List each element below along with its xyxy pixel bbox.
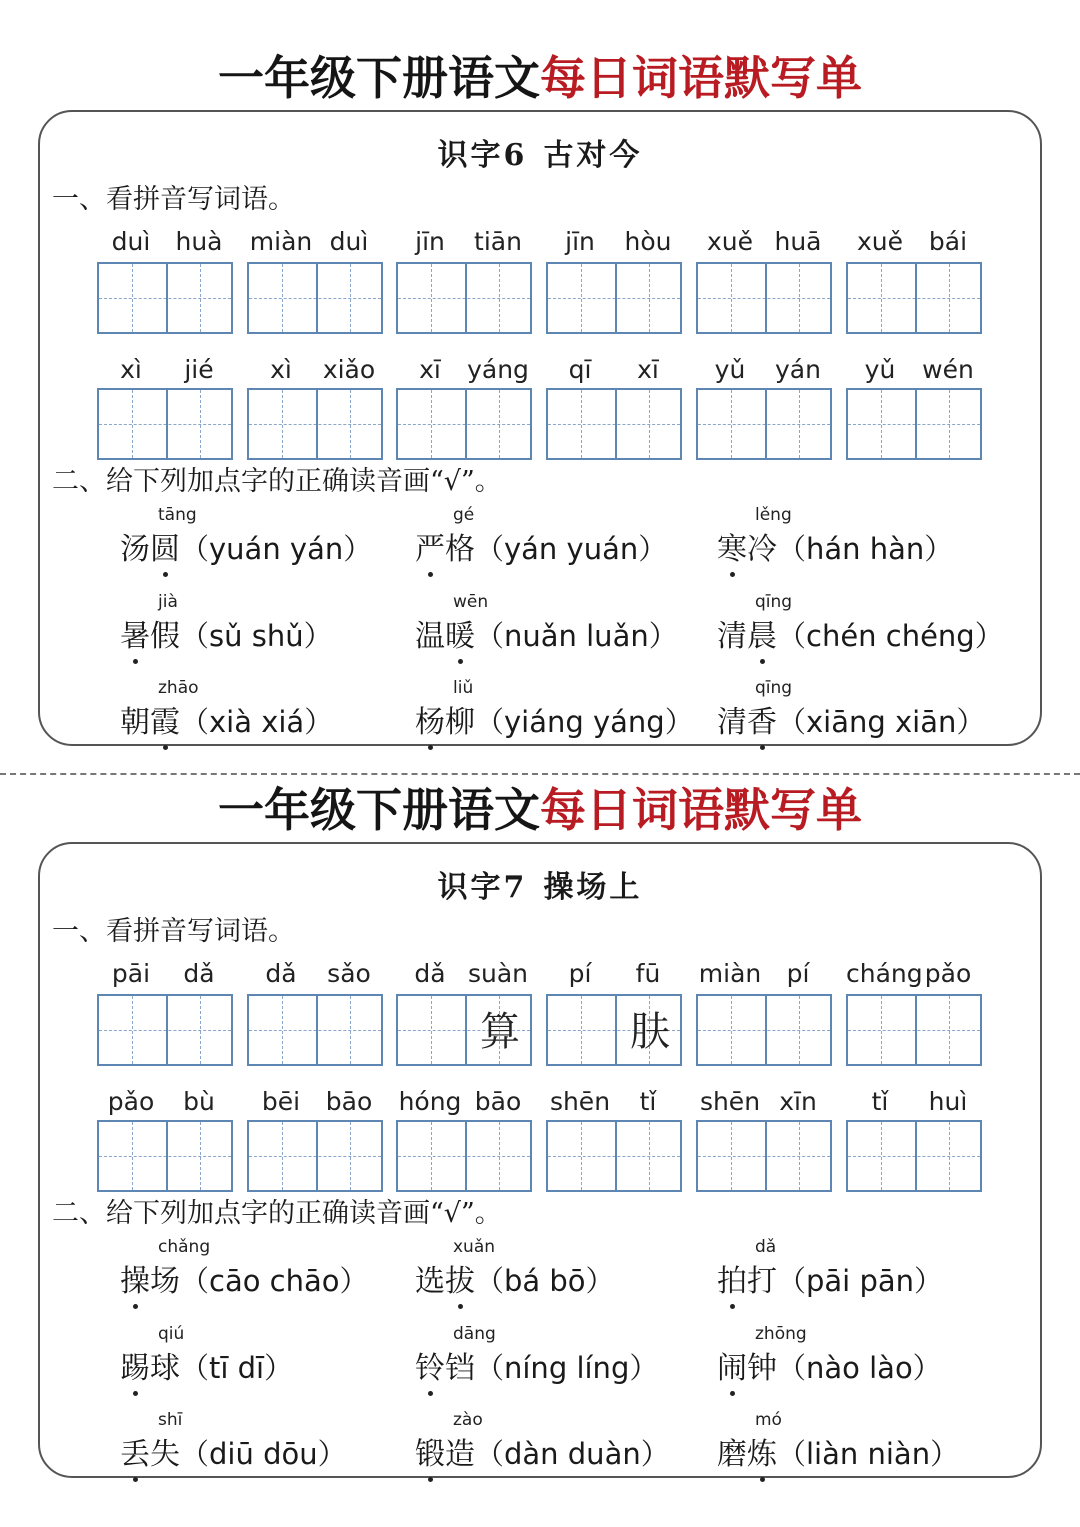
word-character: 踢	[120, 1347, 150, 1391]
pinyin-syllable: miàn	[698, 959, 762, 988]
written-character	[766, 390, 834, 462]
reading-choice-item	[120, 1410, 420, 1490]
worksheet-1	[0, 0, 1080, 763]
written-character	[698, 996, 766, 1068]
written-character	[99, 264, 167, 336]
pinyin-syllable: hóng	[398, 1087, 462, 1116]
reading-options[interactable]: （tī dī）	[180, 1351, 294, 1385]
pinyin-syllable: duì	[111, 227, 151, 256]
pinyin-hint: wēn	[453, 592, 489, 612]
reading-options[interactable]: （bá bō）	[475, 1264, 615, 1298]
choice-line	[120, 1346, 293, 1391]
word-character: 拔	[445, 1260, 475, 1304]
pinyin-syllable: cháng	[846, 959, 923, 988]
word-character: 失	[150, 1437, 180, 1472]
word-character: 朝	[120, 705, 150, 740]
pinyin-pair	[396, 954, 532, 994]
tianzige-writing-box[interactable]	[396, 1120, 532, 1192]
written-character	[848, 264, 916, 336]
written-character	[548, 390, 616, 462]
reading-options[interactable]: （yán yuán）	[475, 532, 668, 566]
pinyin-pair	[396, 222, 532, 262]
word-character: 圆	[150, 528, 180, 572]
tianzige-writing-box[interactable]	[696, 262, 832, 334]
written-character	[698, 1122, 766, 1194]
pinyin-syllable: xì	[270, 355, 292, 384]
written-character	[249, 1122, 317, 1194]
tianzige-writing-box[interactable]	[846, 262, 982, 334]
word-character: 格	[445, 532, 475, 567]
title-red-part: 每日词语默写单	[540, 51, 862, 105]
pinyin-pair	[247, 222, 383, 262]
pinyin-syllable: shēn	[699, 1087, 761, 1116]
reading-options[interactable]: （yuán yán）	[180, 532, 373, 566]
tianzige-writing-box[interactable]	[97, 262, 233, 334]
pinyin-hint: qīng	[755, 678, 793, 698]
pinyin-hint: zào	[453, 1410, 483, 1430]
reading-options[interactable]: （hán hàn）	[777, 532, 954, 566]
pinyin-syllable: jīn	[415, 227, 445, 256]
lesson-label: 识字6	[437, 138, 528, 173]
word-character: 场	[150, 1264, 180, 1299]
section-write-words: 一、看拼音写词语。	[52, 916, 295, 947]
pinyin-hint: liǔ	[453, 678, 474, 698]
pinyin-syllable: fū	[635, 959, 661, 988]
written-character	[317, 390, 385, 462]
reading-choice-item	[415, 505, 715, 585]
pinyin-hint: qīng	[755, 592, 793, 612]
pinyin-syllable: yán	[775, 355, 821, 384]
pinyin-syllable: jié	[184, 355, 214, 384]
reading-options[interactable]: （pāi pān）	[777, 1264, 944, 1298]
pinyin-syllable: jīn	[565, 227, 595, 256]
word-character: 闹	[717, 1347, 747, 1391]
pinyin-pair	[97, 350, 233, 390]
written-character	[398, 1122, 466, 1194]
choice-line	[717, 527, 953, 572]
reading-options[interactable]: （xià xiá）	[180, 705, 334, 739]
pinyin-syllable: bái	[928, 227, 968, 256]
written-character	[167, 390, 235, 462]
word-character: 铛	[445, 1351, 475, 1386]
pinyin-syllable: huā	[774, 227, 822, 256]
written-character	[466, 390, 534, 462]
pinyin-row	[0, 350, 1080, 390]
word-character: 清	[717, 705, 747, 740]
word-character: 炼	[747, 1433, 777, 1477]
choice-line	[415, 527, 667, 572]
choice-line	[120, 614, 333, 659]
section-choose-reading: 二、给下列加点字的正确读音画“√”。	[52, 1198, 502, 1229]
reading-options[interactable]: （dàn duàn）	[475, 1437, 670, 1471]
pinyin-pair	[396, 350, 532, 390]
pinyin-syllable: pǎo	[107, 1087, 155, 1116]
writing-grid-row	[0, 1120, 1080, 1192]
word-character: 柳	[445, 705, 475, 740]
tianzige-writing-box[interactable]	[97, 388, 233, 460]
written-character	[398, 264, 466, 336]
title-black-part: 一年级下册语文	[218, 783, 540, 837]
reading-options[interactable]: （níng líng）	[475, 1351, 659, 1385]
reading-options[interactable]: （cāo chāo）	[180, 1264, 369, 1298]
lesson-heading	[0, 862, 1080, 906]
pinyin-pair	[97, 954, 233, 994]
reading-options[interactable]: （sǔ shǔ）	[180, 619, 333, 653]
pinyin-pair	[846, 350, 982, 390]
choice-line	[717, 1346, 942, 1391]
word-character: 晨	[747, 615, 777, 659]
pinyin-pair	[696, 350, 832, 390]
written-character	[916, 1122, 984, 1194]
tianzige-writing-box[interactable]	[396, 388, 532, 460]
pinyin-pair	[247, 954, 383, 994]
pinyin-pair	[97, 222, 233, 262]
word-character: 汤	[120, 532, 150, 567]
pinyin-pair	[696, 1082, 832, 1122]
pinyin-pair	[247, 1082, 383, 1122]
written-character	[848, 390, 916, 462]
word-character: 球	[150, 1351, 180, 1386]
written-character	[167, 996, 235, 1068]
cut-line-divider	[0, 773, 1080, 775]
written-character	[249, 996, 317, 1068]
reading-choice-item	[415, 1324, 715, 1404]
lesson-heading	[0, 130, 1080, 174]
writing-grid-row	[0, 994, 1080, 1066]
reading-options[interactable]: （chén chéng）	[777, 619, 1004, 653]
pinyin-hint: qiú	[158, 1324, 185, 1344]
written-character	[99, 996, 167, 1068]
tianzige-writing-box[interactable]	[696, 1120, 832, 1192]
choice-line	[120, 1432, 347, 1477]
pinyin-syllable: xì	[120, 355, 142, 384]
pinyin-syllable: sǎo	[327, 959, 371, 988]
section-choose-reading: 二、给下列加点字的正确读音画“√”。	[52, 466, 502, 497]
pinyin-syllable: bāo	[325, 1087, 373, 1116]
pinyin-pair	[546, 222, 682, 262]
reading-choice-item	[415, 592, 715, 672]
pinyin-syllable: xuě	[706, 227, 754, 256]
reading-choice-item	[120, 1237, 420, 1317]
tianzige-writing-box[interactable]	[846, 1120, 982, 1192]
tianzige-writing-box[interactable]	[546, 1120, 682, 1192]
written-character	[548, 1122, 616, 1194]
pinyin-syllable: hòu	[624, 227, 672, 256]
written-character	[848, 996, 916, 1068]
word-character: 香	[747, 701, 777, 745]
pinyin-hint: xuǎn	[453, 1237, 496, 1257]
pinyin-syllable: pí	[568, 959, 592, 988]
choice-line	[717, 1259, 943, 1304]
pinyin-syllable: bēi	[261, 1087, 301, 1116]
lesson-name: 古对今	[543, 138, 643, 173]
pinyin-hint: zhōng	[755, 1324, 807, 1344]
written-character: 算	[480, 1009, 520, 1055]
section-write-words: 一、看拼音写词语。	[52, 184, 295, 215]
written-character	[249, 264, 317, 336]
pinyin-hint: jià	[158, 592, 178, 612]
tianzige-writing-box[interactable]	[696, 994, 832, 1066]
reading-choice-item	[415, 1410, 715, 1490]
pinyin-pair	[97, 1082, 233, 1122]
pinyin-syllable: pí	[786, 959, 810, 988]
pinyin-hint: mó	[755, 1410, 782, 1430]
choice-line	[415, 1346, 658, 1391]
pinyin-syllable: yǔ	[714, 355, 746, 384]
pinyin-pair	[846, 954, 982, 994]
tianzige-writing-box[interactable]	[247, 994, 383, 1066]
reading-choice-item	[717, 505, 1017, 585]
reading-choice-item	[717, 1237, 1017, 1317]
tianzige-writing-box[interactable]	[247, 388, 383, 460]
written-character	[466, 1122, 534, 1194]
pinyin-syllable: xī	[419, 355, 441, 384]
sheet-title	[0, 48, 1080, 108]
pinyin-pair	[846, 1082, 982, 1122]
written-character	[616, 264, 684, 336]
pinyin-syllable: yáng	[467, 355, 529, 384]
lesson-name: 操场上	[543, 870, 643, 905]
written-character	[317, 1122, 385, 1194]
reading-choice-item	[717, 1410, 1017, 1490]
title-red-part: 每日词语默写单	[540, 783, 862, 837]
word-character: 造	[445, 1437, 475, 1472]
written-character	[99, 390, 167, 462]
reading-options[interactable]: （nào lào）	[777, 1351, 942, 1385]
pinyin-pair	[396, 1082, 532, 1122]
pinyin-syllable: tǐ	[871, 1087, 889, 1116]
written-character	[317, 264, 385, 336]
reading-choice-item	[717, 592, 1017, 672]
reading-choice-item	[717, 1324, 1017, 1404]
reading-choice-item	[415, 1237, 715, 1317]
tianzige-writing-box[interactable]	[247, 262, 383, 334]
written-character	[766, 996, 834, 1068]
choice-line	[120, 527, 372, 572]
word-character: 选	[415, 1264, 445, 1299]
pinyin-pair	[546, 954, 682, 994]
pinyin-syllable: xī	[637, 355, 659, 384]
tianzige-writing-box[interactable]	[396, 262, 532, 334]
pinyin-hint: chǎng	[158, 1237, 211, 1257]
lesson-label: 识字7	[437, 870, 528, 905]
pinyin-syllable: shēn	[549, 1087, 611, 1116]
tianzige-writing-box[interactable]	[846, 388, 982, 460]
written-character	[317, 996, 385, 1068]
pinyin-pair	[546, 350, 682, 390]
pinyin-hint: tāng	[158, 505, 197, 525]
reading-choice-item	[120, 1324, 420, 1404]
pinyin-syllable: duì	[329, 227, 369, 256]
word-character: 杨	[415, 701, 445, 745]
pinyin-syllable: yǔ	[864, 355, 896, 384]
pinyin-row	[0, 222, 1080, 262]
pinyin-syllable: bāo	[474, 1087, 522, 1116]
choice-line	[120, 1259, 369, 1304]
pinyin-syllable: huà	[175, 227, 223, 256]
pinyin-syllable: tǐ	[639, 1087, 657, 1116]
pinyin-hint: gé	[453, 505, 475, 525]
written-character	[167, 1122, 235, 1194]
pinyin-syllable: dǎ	[265, 959, 297, 988]
pinyin-pair	[696, 954, 832, 994]
written-character	[698, 390, 766, 462]
writing-grid-row	[0, 388, 1080, 460]
pinyin-hint: dǎ	[755, 1237, 777, 1257]
written-character	[466, 264, 534, 336]
pinyin-syllable: bù	[183, 1087, 215, 1116]
pinyin-hint: shī	[158, 1410, 183, 1430]
pinyin-pair	[247, 350, 383, 390]
choice-line	[415, 614, 678, 659]
pinyin-hint: zhāo	[158, 678, 199, 698]
pinyin-row	[0, 1082, 1080, 1122]
written-character	[698, 264, 766, 336]
word-character: 打	[747, 1264, 777, 1299]
word-character: 暖	[445, 615, 475, 659]
worksheet-2	[0, 732, 1080, 1495]
written-character	[616, 1122, 684, 1194]
reading-options[interactable]: （xiāng xiān）	[777, 705, 986, 739]
pinyin-syllable: dǎ	[183, 959, 215, 988]
choice-line	[717, 614, 1004, 659]
written-character	[398, 996, 466, 1068]
pinyin-row	[0, 954, 1080, 994]
word-character: 严	[415, 528, 445, 572]
choice-line	[717, 1432, 959, 1477]
tianzige-writing-box[interactable]	[97, 994, 233, 1066]
written-character	[916, 996, 984, 1068]
written-character	[766, 1122, 834, 1194]
tianzige-writing-box[interactable]	[97, 1120, 233, 1192]
tianzige-writing-box[interactable]	[247, 1120, 383, 1192]
written-character	[766, 264, 834, 336]
pinyin-syllable: qī	[568, 355, 592, 384]
pinyin-hint: dāng	[453, 1324, 496, 1344]
written-character	[916, 390, 984, 462]
reading-choice-item	[120, 505, 420, 585]
tianzige-writing-box[interactable]	[546, 994, 682, 1066]
written-character	[398, 390, 466, 462]
tianzige-writing-box[interactable]	[546, 388, 682, 460]
pinyin-syllable: xuě	[856, 227, 904, 256]
word-character: 钟	[747, 1351, 777, 1386]
pinyin-syllable: pāi	[111, 959, 151, 988]
reading-options[interactable]: （liàn niàn）	[777, 1437, 960, 1471]
word-character: 铃	[415, 1347, 445, 1391]
pinyin-syllable: tiān	[474, 227, 522, 256]
word-character: 暑	[120, 615, 150, 659]
pinyin-pair	[696, 222, 832, 262]
pinyin-syllable: xīn	[779, 1087, 817, 1116]
choice-line	[415, 1259, 615, 1304]
word-character: 冷	[747, 532, 777, 567]
reading-choice-item	[120, 592, 420, 672]
tianzige-writing-box[interactable]	[696, 388, 832, 460]
word-character: 清	[717, 619, 747, 654]
word-character: 锻	[415, 1433, 445, 1477]
tianzige-writing-box[interactable]	[396, 994, 532, 1066]
reading-options[interactable]: （nuǎn luǎn）	[475, 619, 678, 653]
written-character	[99, 1122, 167, 1194]
word-character: 霞	[150, 701, 180, 745]
pinyin-syllable: xiǎo	[322, 355, 376, 384]
word-character: 寒	[717, 528, 747, 572]
written-character: 肤	[630, 1009, 670, 1055]
word-character: 磨	[717, 1437, 747, 1472]
pinyin-hint: lěng	[755, 505, 792, 525]
pinyin-syllable: dǎ	[414, 959, 446, 988]
written-character	[167, 264, 235, 336]
tianzige-writing-box[interactable]	[546, 262, 682, 334]
reading-options[interactable]: （diū dōu）	[180, 1437, 347, 1471]
pinyin-pair	[846, 222, 982, 262]
written-character	[548, 264, 616, 336]
word-character: 温	[415, 619, 445, 654]
word-character: 假	[150, 619, 180, 654]
writing-grid-row	[0, 262, 1080, 334]
reading-options[interactable]: （yiáng yáng）	[475, 705, 694, 739]
written-character	[916, 264, 984, 336]
pinyin-syllable: wén	[922, 355, 974, 384]
sheet-title	[0, 780, 1080, 840]
written-character	[548, 996, 616, 1068]
title-black-part: 一年级下册语文	[218, 51, 540, 105]
written-character	[848, 1122, 916, 1194]
written-character	[616, 390, 684, 462]
pinyin-syllable: miàn	[249, 227, 313, 256]
word-character: 丢	[120, 1433, 150, 1477]
pinyin-pair	[546, 1082, 682, 1122]
pinyin-syllable: huì	[928, 1087, 968, 1116]
pinyin-syllable: suàn	[467, 959, 529, 988]
word-character: 拍	[717, 1260, 747, 1304]
tianzige-writing-box[interactable]	[846, 994, 982, 1066]
choice-line	[415, 1432, 670, 1477]
pinyin-syllable: pǎo	[924, 959, 972, 988]
written-character	[249, 390, 317, 462]
word-character: 操	[120, 1260, 150, 1304]
